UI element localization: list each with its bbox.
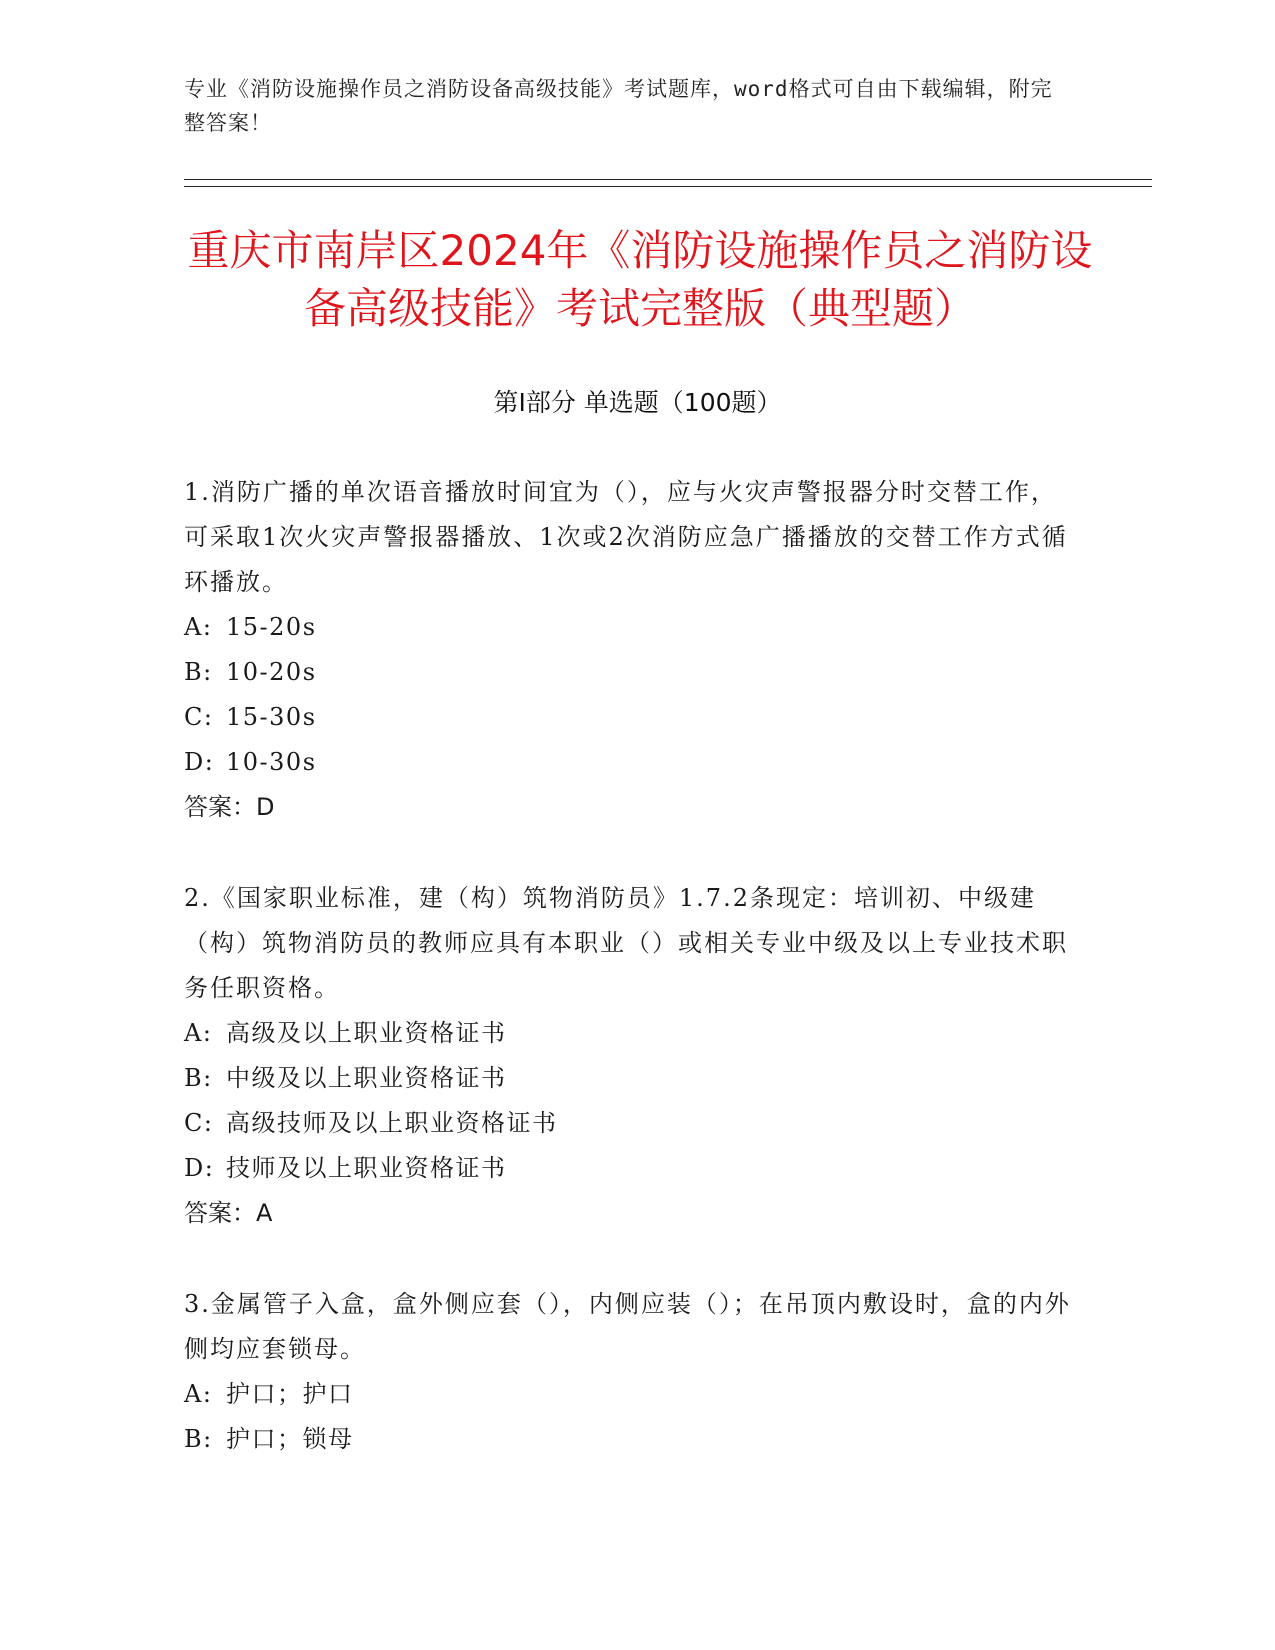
option-a: A: 高级及以上职业资格证书 [184,1019,507,1047]
question-stem: 3.金属管子入盒，盒外侧应套（），内侧应装（）；在吊顶内敷设时，盒的内外侧均应套锁母。 [184,1290,1071,1363]
question-stem: 1.消防广播的单次语音播放时间宜为（），应与火灾声警报器分时交替工作，可采取1次火灾声警报器播放、1次或2次消防应急广播播放的交替工作方式循环播放。 [184,478,1068,596]
option-b: B: 护口；锁母 [184,1425,354,1453]
header-divider-thick [184,186,1152,187]
answer: 答案：A [184,1199,273,1227]
option-b: B: 10-20s [184,658,317,686]
section-heading: 第I部分 单选题（100题） [493,388,782,417]
document-title: 重庆市南岸区2024年《消防设施操作员之消防设备高级技能》考试完整版（典型题） [187,226,1093,333]
question-3 [184,1282,1074,1462]
option-a: A: 15-20s [184,613,317,641]
question-1 [184,470,1074,830]
option-a: A: 护口；护口 [184,1380,354,1408]
option-d: D: 技师及以上职业资格证书 [184,1154,507,1182]
option-b: B: 中级及以上职业资格证书 [184,1064,507,1092]
question-2 [184,876,1074,1236]
header-divider-thin [184,179,1152,180]
option-c: C: 高级技师及以上职业资格证书 [184,1109,558,1137]
question-stem: 2.《国家职业标准，建（构）筑物消防员》1.7.2条现定：培训初、中级建（构）筑物消防员的教师应具有本职业（）或相关专业中级及以上专业技术职务任职资格。 [184,884,1068,1002]
answer: 答案：D [184,793,275,821]
option-d: D: 10-30s [184,748,317,776]
option-c: C: 15-30s [184,703,317,731]
header-note: 专业《消防设施操作员之消防设备高级技能》考试题库，word格式可自由下载编辑，附完整答案！ [184,77,1053,135]
